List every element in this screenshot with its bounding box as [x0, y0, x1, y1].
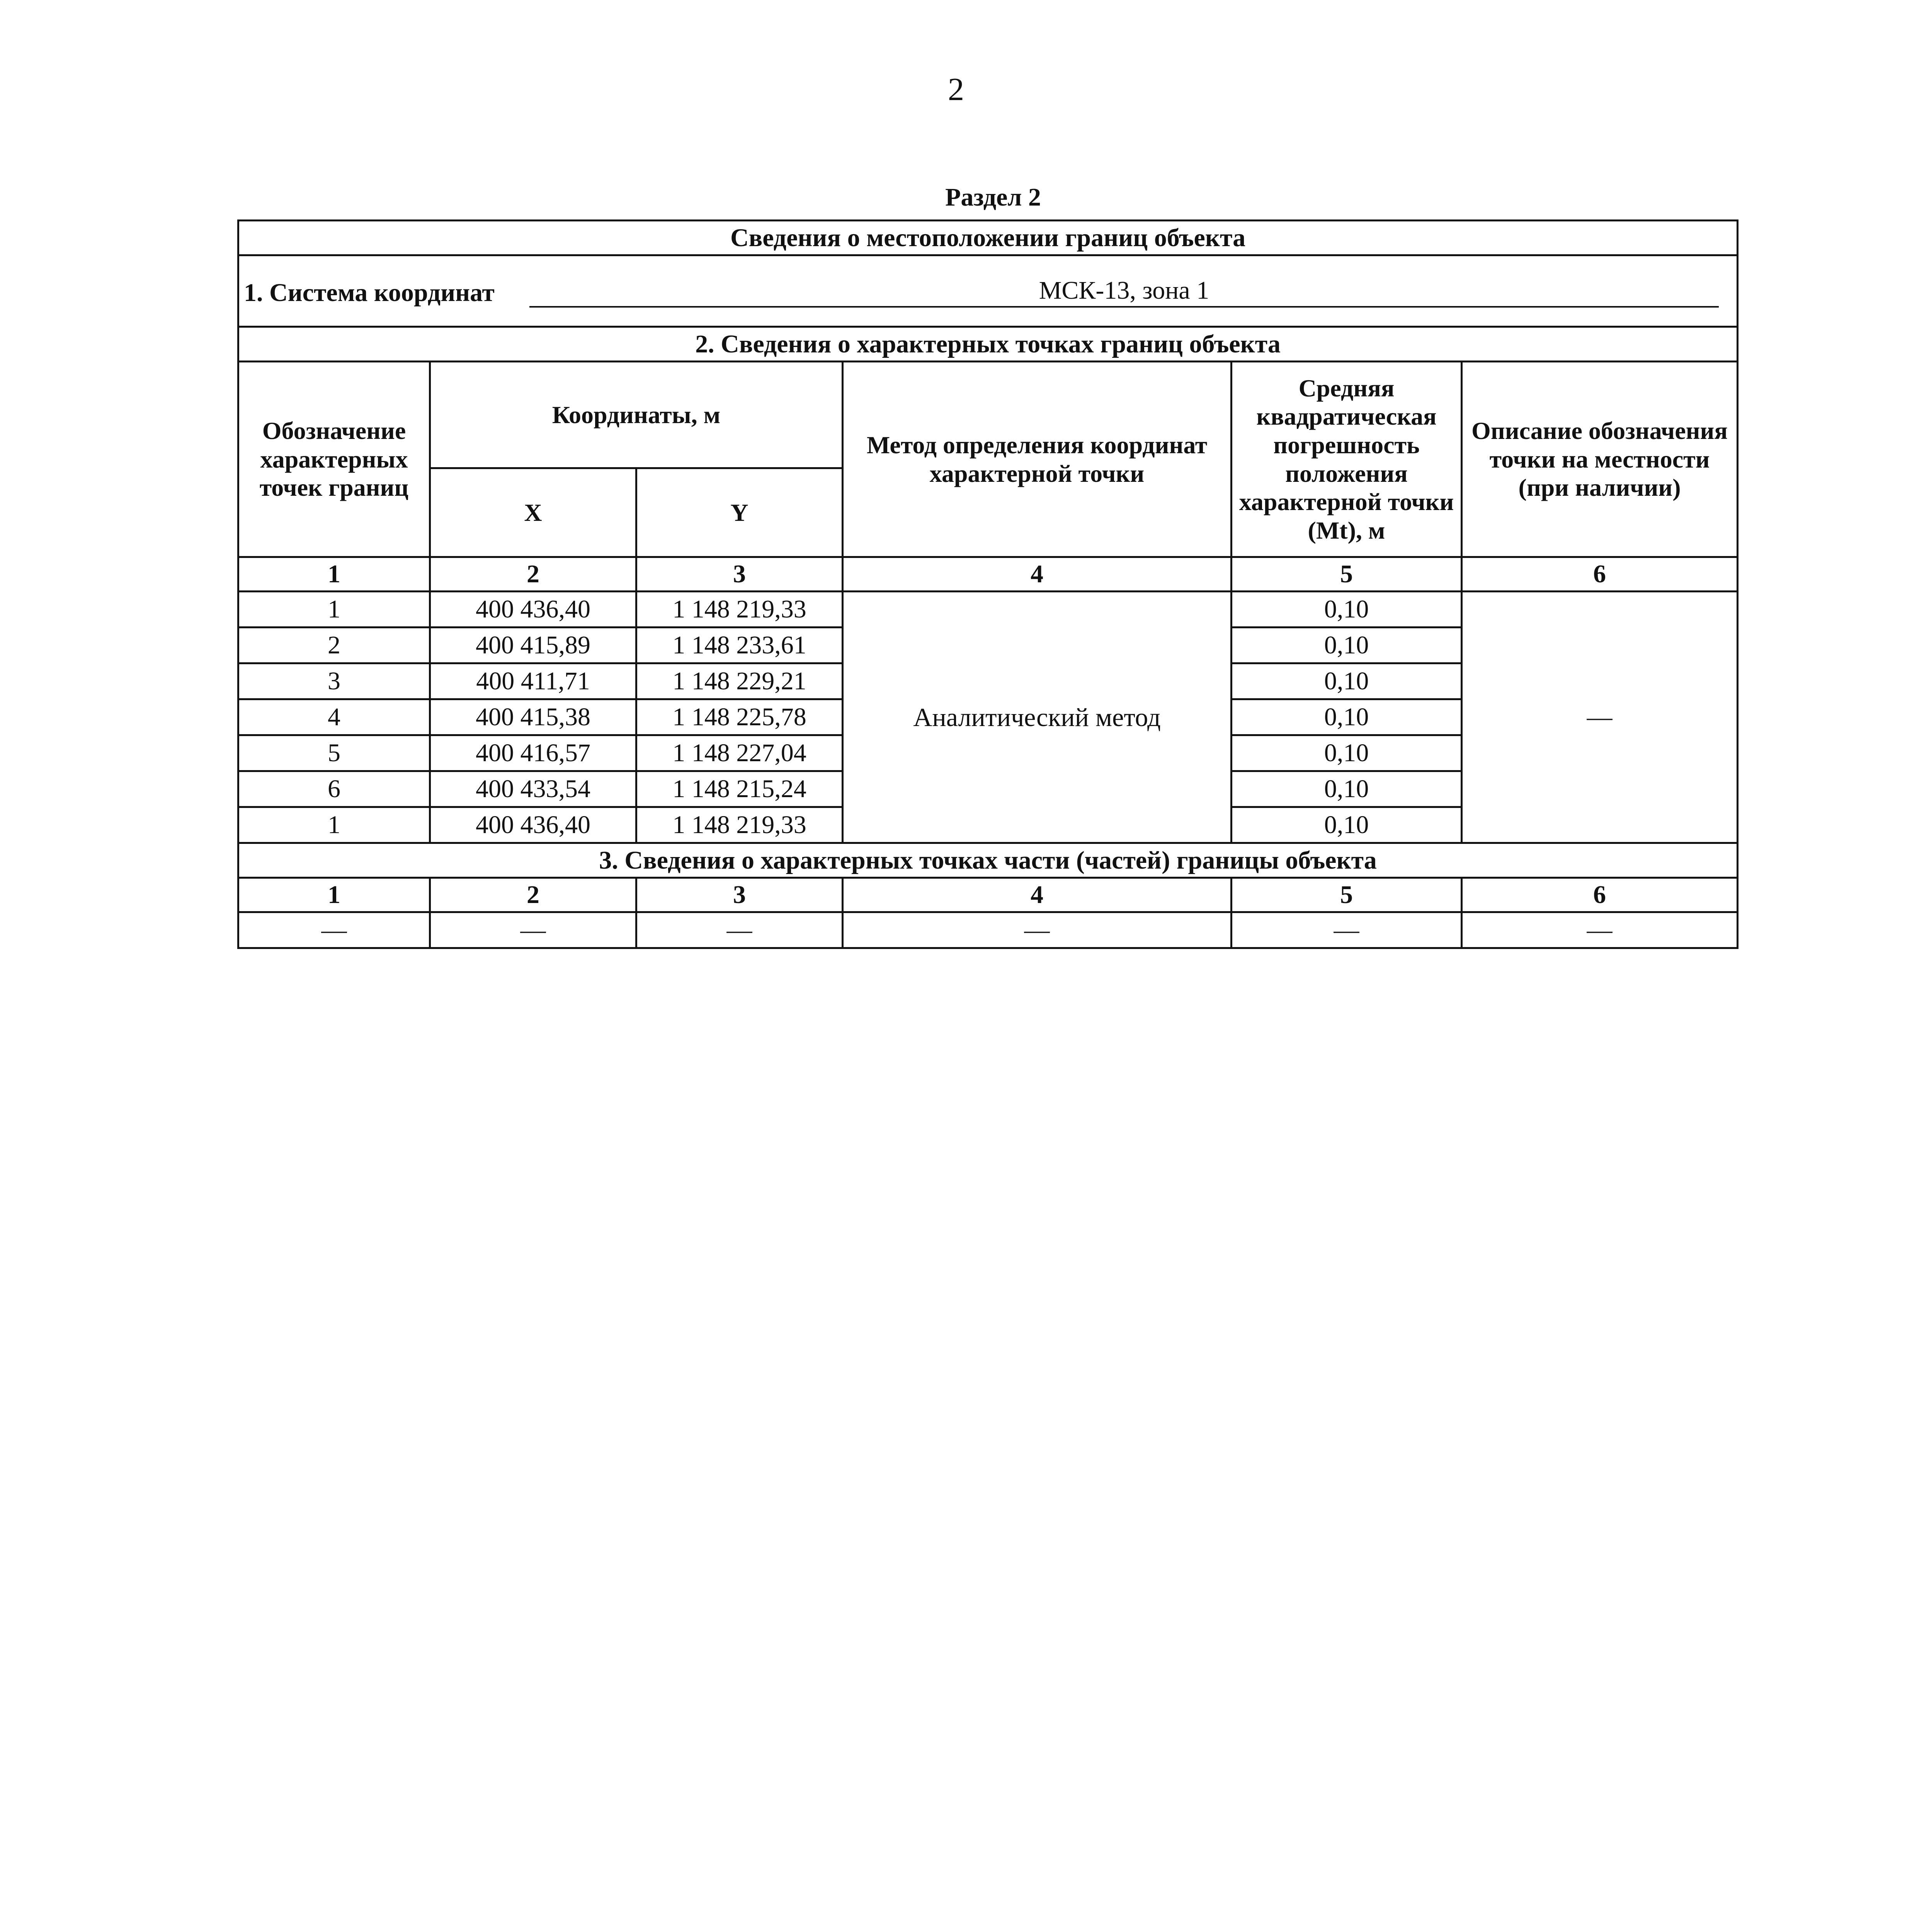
column-number: 6 [1462, 878, 1738, 912]
method-cell: Аналитический метод [843, 592, 1232, 843]
sub3-column-numbers-row [238, 878, 1738, 912]
point-mt: 0,10 [1232, 699, 1462, 735]
sub2-header: 2. Сведения о характерных точках границ объекта [238, 327, 1738, 362]
column-number: 2 [430, 557, 636, 592]
coord-system-label: 1. Система координат [244, 279, 495, 307]
column-number: 3 [636, 557, 843, 592]
point-y: 1 148 215,24 [636, 771, 843, 807]
point-y: 1 148 219,33 [636, 807, 843, 843]
column-number: 5 [1232, 557, 1462, 592]
column-numbers-row [238, 557, 1738, 592]
coord-system-cell [238, 255, 1738, 327]
point-x: 400 416,57 [430, 735, 636, 771]
column-number: 3 [636, 878, 843, 912]
point-id: 6 [238, 771, 430, 807]
coord-system-row [238, 255, 1738, 327]
sub3-header: 3. Сведения о характерных точках части (частей) границы объекта [238, 843, 1738, 878]
main-header-row [238, 221, 1738, 255]
point-mt: 0,10 [1232, 592, 1462, 628]
section-title: Раздел 2 [945, 183, 1041, 211]
point-x: 400 433,54 [430, 771, 636, 807]
point-mt: 0,10 [1232, 771, 1462, 807]
column-header-row-top [238, 362, 1738, 468]
col-header-error: Средняя квадратическая погрешность положения характерной точки (Mt), м [1232, 362, 1462, 557]
point-id: 5 [238, 735, 430, 771]
point-id: 2 [238, 628, 430, 663]
point-id: 1 [238, 807, 430, 843]
column-number: 1 [238, 557, 430, 592]
dash-cell: — [1462, 912, 1738, 948]
sub3-data-row [238, 912, 1738, 948]
dash-cell: — [1232, 912, 1462, 948]
point-id: 4 [238, 699, 430, 735]
point-y: 1 148 219,33 [636, 592, 843, 628]
point-mt: 0,10 [1232, 735, 1462, 771]
dash-cell: — [843, 912, 1232, 948]
sub2-header-row [238, 327, 1738, 362]
point-y: 1 148 227,04 [636, 735, 843, 771]
point-y: 1 148 233,61 [636, 628, 843, 663]
col-header-x: X [430, 468, 636, 557]
point-x: 400 436,40 [430, 807, 636, 843]
page-number: 2 [948, 71, 964, 107]
main-header: Сведения о местоположении границ объекта [238, 221, 1738, 255]
point-y: 1 148 229,21 [636, 663, 843, 699]
column-number: 1 [238, 878, 430, 912]
point-id: 1 [238, 592, 430, 628]
point-x: 400 415,89 [430, 628, 636, 663]
sub3-header-row [238, 843, 1738, 878]
column-number: 2 [430, 878, 636, 912]
point-x: 400 411,71 [430, 663, 636, 699]
col-header-y: Y [636, 468, 843, 557]
column-number: 4 [843, 557, 1232, 592]
dash-cell: — [636, 912, 843, 948]
table-row [238, 592, 1738, 628]
col-header-method: Метод определения координат характерной точки [843, 362, 1232, 557]
point-id: 3 [238, 663, 430, 699]
col-header-designation: Обозначение характерных точек границ [238, 362, 430, 557]
coord-system-value: МСК-13, зона 1 [529, 276, 1719, 308]
description-cell: — [1462, 592, 1738, 843]
point-mt: 0,10 [1232, 663, 1462, 699]
column-number: 4 [843, 878, 1232, 912]
column-number: 5 [1232, 878, 1462, 912]
col-header-description: Описание обозначения точки на местности (при наличии) [1462, 362, 1738, 557]
point-x: 400 436,40 [430, 592, 636, 628]
column-number: 6 [1462, 557, 1738, 592]
dash-cell: — [238, 912, 430, 948]
col-header-coordinates: Координаты, м [430, 362, 843, 468]
point-y: 1 148 225,78 [636, 699, 843, 735]
boundary-table [237, 219, 1738, 949]
point-x: 400 415,38 [430, 699, 636, 735]
point-mt: 0,10 [1232, 807, 1462, 843]
point-mt: 0,10 [1232, 628, 1462, 663]
dash-cell: — [430, 912, 636, 948]
